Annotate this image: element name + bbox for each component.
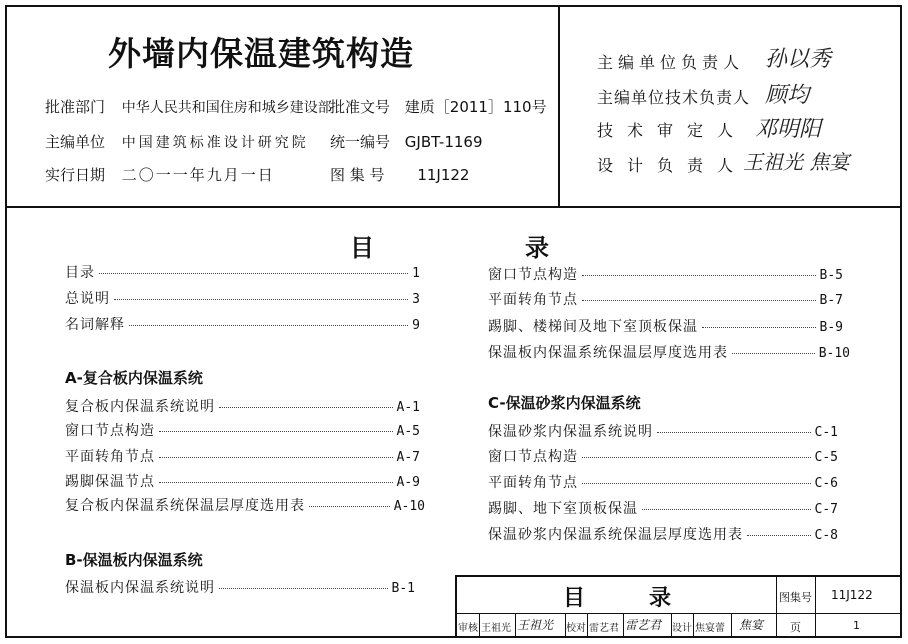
title-block-atlas-no: 11J122 bbox=[831, 588, 873, 602]
leader-dots bbox=[657, 432, 811, 433]
toc-item-title: 复合板内保温系统保温层厚度选用表 bbox=[65, 498, 305, 514]
title-block-rule bbox=[515, 613, 516, 638]
toc-item-title: 保温砂浆内保温系统保温层厚度选用表 bbox=[488, 527, 743, 543]
leader-dots bbox=[582, 457, 811, 458]
toc-item-page: C-5 bbox=[814, 450, 838, 465]
section-a-title: A-复合板内保温系统 bbox=[65, 369, 203, 387]
toc-heading-right: 录 bbox=[525, 234, 549, 262]
leader-dots bbox=[309, 506, 390, 507]
toc-heading-left: 目 bbox=[350, 234, 374, 262]
responsible-signature-2: 顾均 bbox=[765, 83, 810, 108]
toc-item-title: 复合板内保温系统说明 bbox=[65, 399, 215, 415]
atlas-no-row bbox=[330, 164, 469, 185]
toc-item-title: 平面转角节点 bbox=[65, 449, 155, 465]
section-b-title: B-保温板内保温系统 bbox=[65, 551, 203, 569]
title-block-rule bbox=[623, 613, 624, 638]
toc-item-page: B-9 bbox=[819, 320, 843, 335]
toc-item-title: 平面转角节点 bbox=[488, 475, 578, 491]
toc-item[interactable] bbox=[488, 498, 838, 518]
title-block-page: 1 bbox=[853, 619, 860, 632]
toc-item-title: 目录 bbox=[65, 265, 95, 281]
leader-dots bbox=[642, 509, 811, 510]
toc-item[interactable] bbox=[488, 472, 838, 492]
section-c-title: C-保温砂浆内保温系统 bbox=[488, 394, 641, 412]
designer-signature: 焦宴 bbox=[739, 618, 764, 632]
toc-item-title: 名词解释 bbox=[65, 317, 125, 333]
header-separator bbox=[5, 206, 902, 208]
toc-item[interactable] bbox=[65, 420, 420, 440]
toc-item-page: B-5 bbox=[819, 268, 843, 283]
header-divider bbox=[558, 5, 560, 206]
responsible-signature-3: 邓明阳 bbox=[755, 117, 822, 142]
toc-item[interactable] bbox=[488, 421, 838, 441]
title-block-rule bbox=[776, 577, 777, 638]
toc-item-page: B-10 bbox=[818, 346, 850, 361]
approval-doc-label: 批准文号 bbox=[330, 98, 391, 116]
toc-item-title: 平面转角节点 bbox=[488, 292, 578, 308]
toc-item[interactable] bbox=[65, 396, 420, 416]
unified-no-value: GJBT-1169 bbox=[404, 133, 483, 151]
title-block-atlas-label: 图集号 bbox=[779, 591, 812, 604]
approval-dept-row bbox=[45, 96, 332, 117]
atlas-title: 外墙内保温建筑构造 bbox=[108, 34, 414, 73]
atlas-no-value: 11J122 bbox=[417, 166, 470, 184]
title-block-page-label: 页 bbox=[790, 621, 801, 634]
title-block-name-left: 目 bbox=[563, 586, 586, 611]
title-block-rule bbox=[457, 613, 902, 614]
toc-item-title: 保温板内保温系统保温层厚度选用表 bbox=[488, 345, 728, 361]
toc-item-page: 9 bbox=[412, 318, 420, 333]
editor-unit-value: 中国建筑标准设计研究院 bbox=[121, 135, 309, 151]
checker-signature: 雷艺君 bbox=[625, 618, 662, 632]
leader-dots bbox=[99, 273, 408, 274]
leader-dots bbox=[159, 482, 393, 483]
responsible-signature-1: 孙以秀 bbox=[765, 47, 832, 72]
leader-dots bbox=[219, 588, 388, 589]
toc-item-page: C-8 bbox=[814, 528, 838, 543]
leader-dots bbox=[747, 535, 811, 536]
editor-unit-label: 主编单位 bbox=[45, 133, 106, 151]
leader-dots bbox=[219, 407, 393, 408]
toc-item-page: B-7 bbox=[819, 293, 843, 308]
toc-item[interactable] bbox=[488, 446, 838, 466]
toc-item-page: C-7 bbox=[814, 502, 838, 517]
responsible-label-3: 技术审定人 bbox=[597, 121, 748, 140]
approval-doc-value: 建质［2011］110号 bbox=[404, 98, 547, 116]
toc-item-title: 窗口节点构造 bbox=[65, 423, 155, 439]
toc-item-page: A-5 bbox=[396, 424, 420, 439]
title-block-rule bbox=[479, 613, 480, 638]
toc-item[interactable] bbox=[65, 288, 420, 308]
toc-item-title: 踢脚、楼梯间及地下室顶板保温 bbox=[488, 319, 698, 335]
toc-item-title: 踢脚、地下室顶板保温 bbox=[488, 501, 638, 517]
impl-date-label: 实行日期 bbox=[45, 166, 106, 184]
designer-label: 设计 bbox=[672, 623, 692, 634]
checker-name: 雷艺君 bbox=[589, 623, 619, 634]
responsible-label-4: 设计负责人 bbox=[597, 156, 748, 175]
toc-item[interactable] bbox=[65, 577, 415, 597]
title-block bbox=[455, 575, 902, 638]
toc-item[interactable] bbox=[488, 289, 843, 309]
leader-dots bbox=[582, 300, 816, 301]
toc-item-title: 踢脚保温节点 bbox=[65, 474, 155, 490]
toc-item-title: 总说明 bbox=[65, 291, 110, 307]
toc-item-page: A-7 bbox=[396, 450, 420, 465]
toc-item-page: A-1 bbox=[396, 400, 420, 415]
title-block-rule bbox=[731, 613, 732, 638]
leader-dots bbox=[129, 325, 408, 326]
toc-item[interactable] bbox=[65, 495, 425, 515]
toc-item[interactable] bbox=[65, 446, 420, 466]
leader-dots bbox=[702, 327, 816, 328]
title-block-rule bbox=[693, 613, 694, 638]
toc-item[interactable] bbox=[65, 262, 420, 282]
toc-item-title: 保温板内保温系统说明 bbox=[65, 580, 215, 596]
title-block-name-right: 录 bbox=[649, 586, 672, 611]
toc-item[interactable] bbox=[488, 342, 850, 362]
toc-item-page: C-6 bbox=[814, 476, 838, 491]
impl-date-row bbox=[45, 164, 275, 185]
leader-dots bbox=[732, 353, 815, 354]
leader-dots bbox=[159, 431, 393, 432]
impl-date-value: 二〇一一年九月一日 bbox=[121, 166, 275, 184]
responsible-signature-4: 王祖光 焦宴 bbox=[743, 150, 850, 174]
editor-unit-row bbox=[45, 131, 309, 152]
toc-item-title: 窗口节点构造 bbox=[488, 449, 578, 465]
toc-item-title: 窗口节点构造 bbox=[488, 267, 578, 283]
responsible-label-1: 主编单位负责人 bbox=[597, 53, 745, 72]
reviewer-signature: 王祖光 bbox=[517, 618, 554, 632]
toc-item-page: C-1 bbox=[814, 425, 838, 440]
toc-item-page: A-9 bbox=[396, 475, 420, 490]
toc-item-page: A-10 bbox=[393, 499, 425, 514]
leader-dots bbox=[159, 457, 393, 458]
checker-label: 校对 bbox=[566, 623, 586, 634]
designer-name: 焦宴蕾 bbox=[695, 623, 725, 634]
toc-item-title: 保温砂浆内保温系统说明 bbox=[488, 424, 653, 440]
toc-item[interactable] bbox=[488, 316, 843, 336]
toc-item[interactable] bbox=[488, 264, 843, 284]
title-block-rule bbox=[815, 577, 816, 638]
responsible-label-2: 主编单位技术负责人 bbox=[597, 88, 751, 107]
leader-dots bbox=[114, 299, 408, 300]
leader-dots bbox=[582, 275, 816, 276]
reviewer-label: 审核 bbox=[458, 623, 478, 634]
approval-doc-row bbox=[330, 96, 547, 117]
leader-dots bbox=[582, 483, 811, 484]
toc-item-page: B-1 bbox=[391, 581, 415, 596]
toc-item[interactable] bbox=[65, 471, 420, 491]
reviewer-name: 王祖光 bbox=[481, 623, 511, 634]
toc-item-page: 1 bbox=[412, 266, 420, 281]
title-block-rule bbox=[587, 613, 588, 638]
unified-no-row bbox=[330, 131, 483, 152]
approval-dept-label: 批准部门 bbox=[45, 98, 106, 116]
toc-item[interactable] bbox=[65, 314, 420, 334]
unified-no-label: 统一编号 bbox=[330, 133, 391, 151]
atlas-no-label: 图 集 号 bbox=[330, 166, 385, 184]
toc-item[interactable] bbox=[488, 524, 838, 544]
approval-dept-value: 中华人民共和国住房和城乡建设部 bbox=[121, 100, 332, 116]
toc-item-page: 3 bbox=[412, 292, 420, 307]
